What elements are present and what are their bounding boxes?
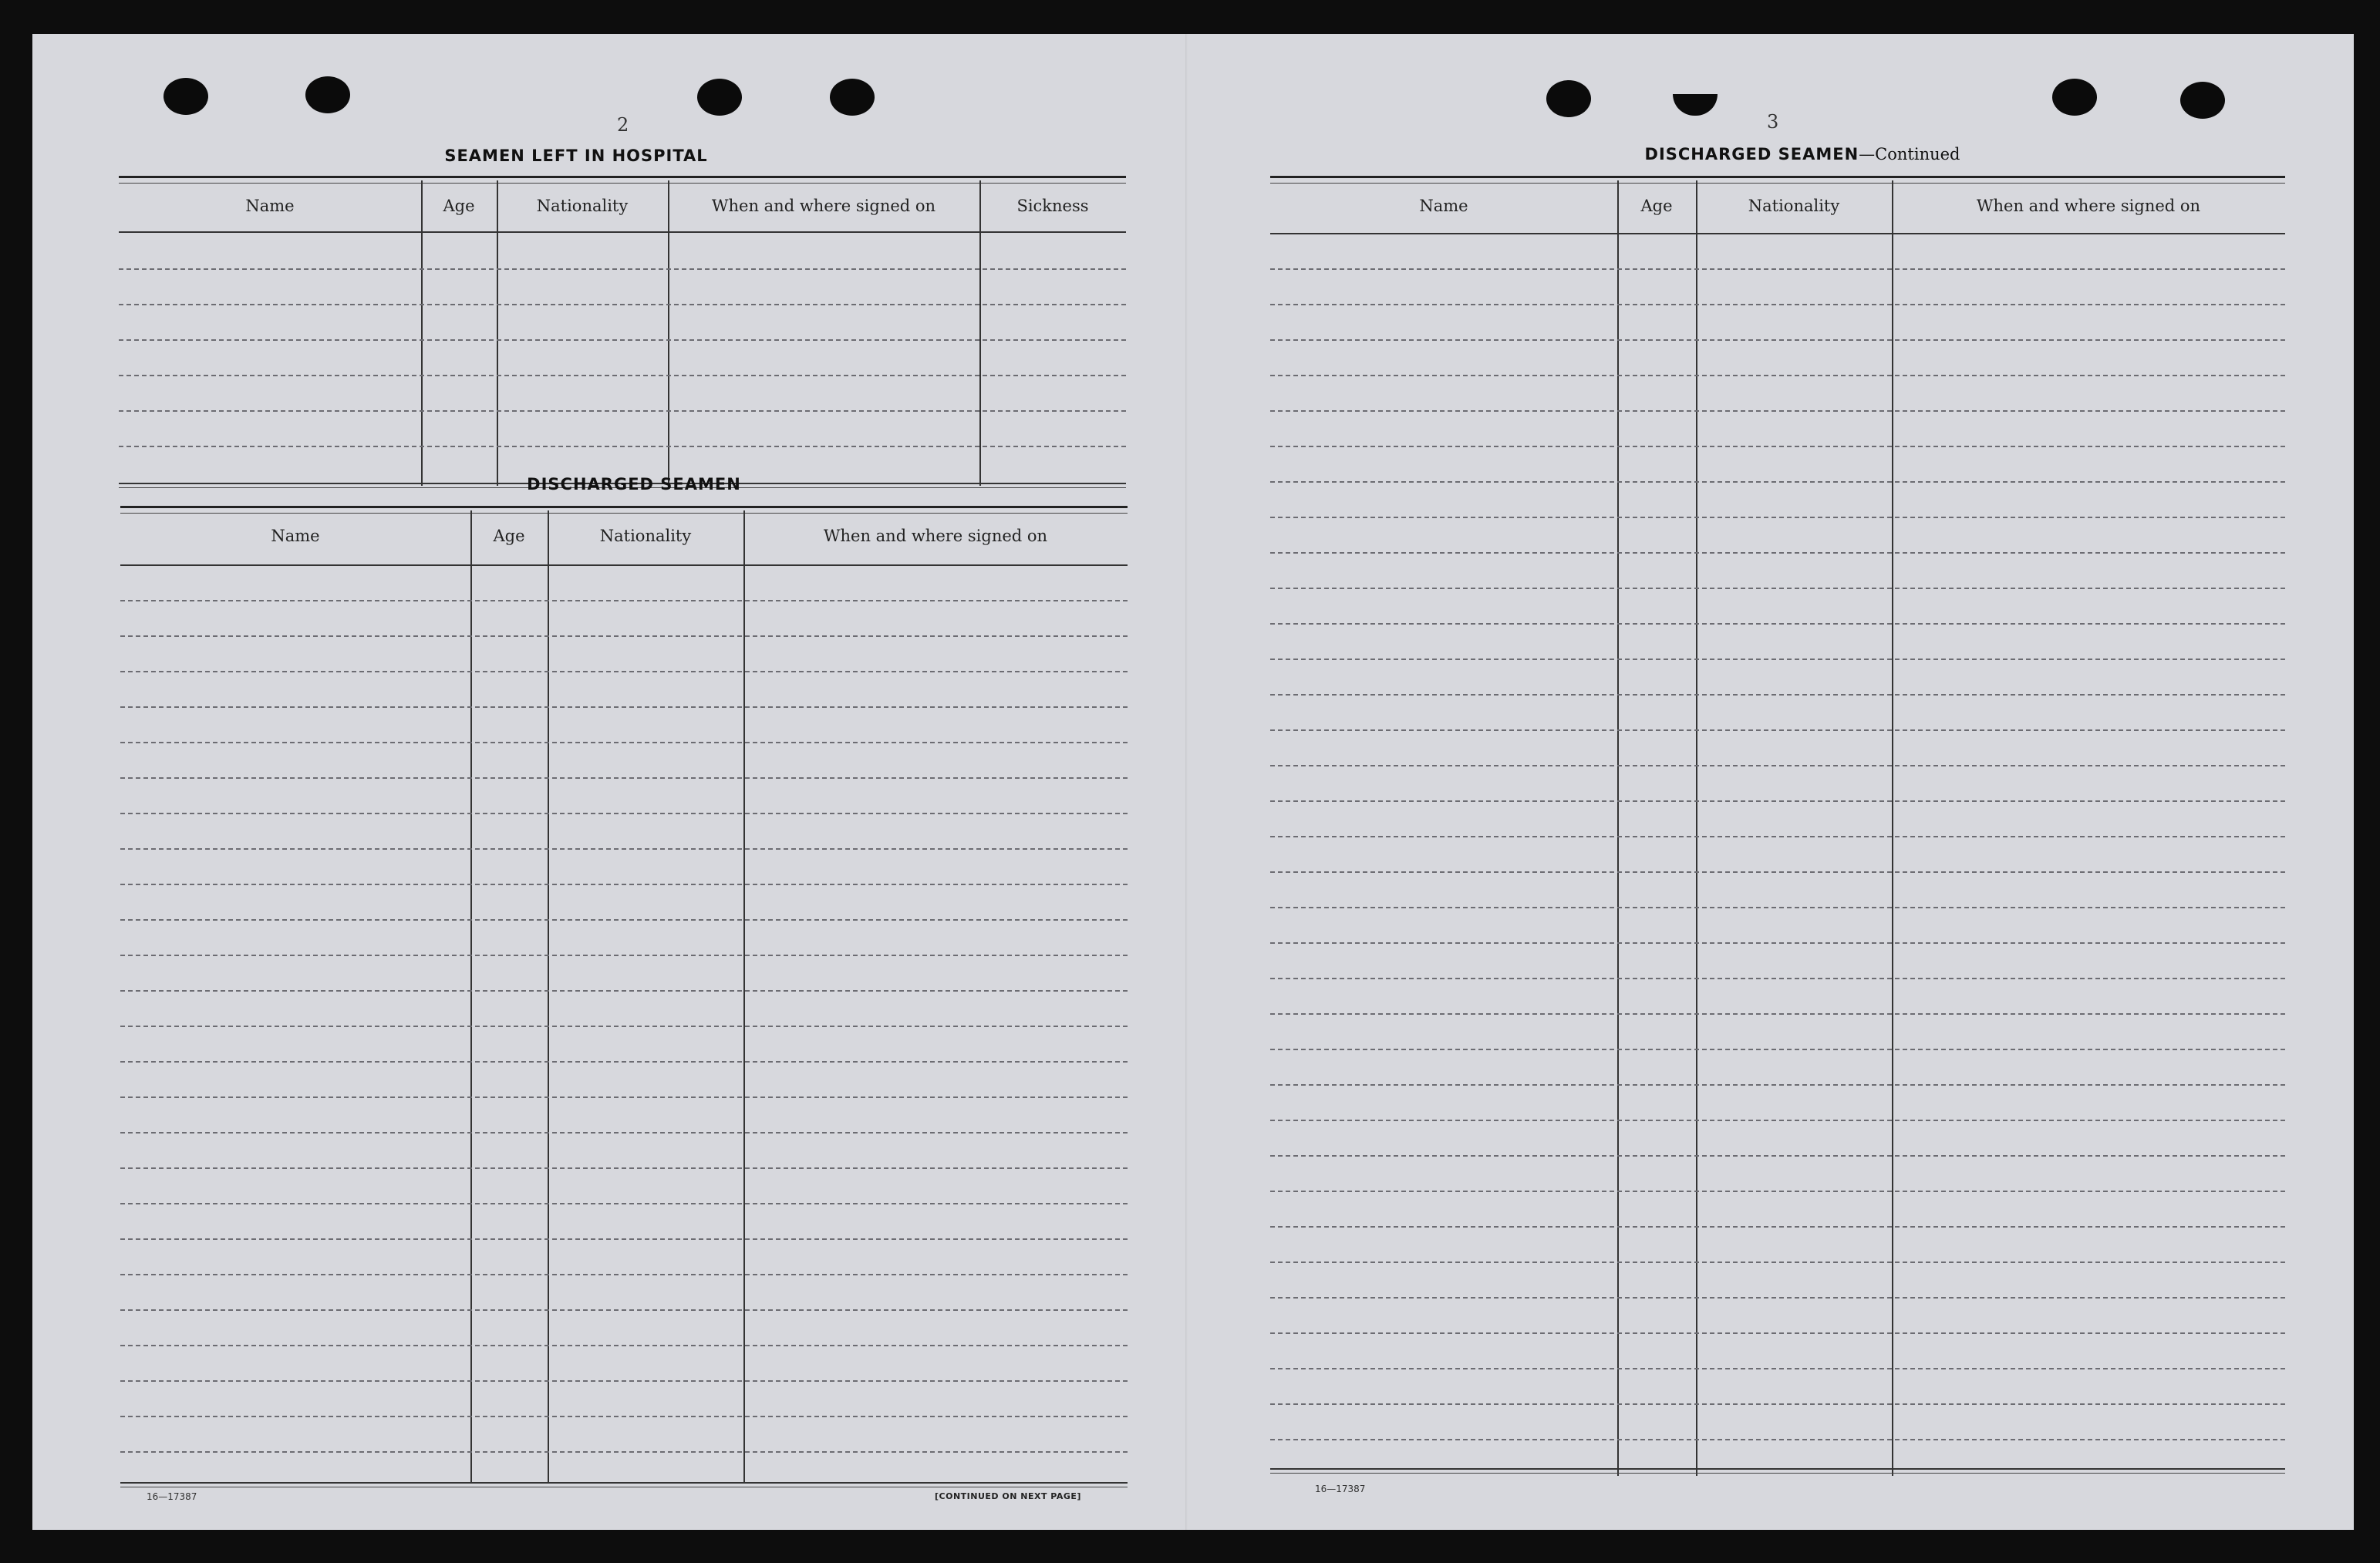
table-row: [120, 1238, 1128, 1240]
col-header-sickness: Sickness: [1016, 197, 1089, 215]
table-row: [1270, 268, 2285, 270]
table-row: [1270, 800, 2285, 802]
table-row: [1270, 588, 2285, 589]
col-header-nationality: Nationality: [1748, 197, 1840, 215]
table-row: [120, 1416, 1128, 1417]
form-code: 16—17387: [1315, 1484, 1366, 1494]
punch-hole: [2052, 79, 2097, 116]
punch-hole: [163, 78, 208, 115]
table-row: [1270, 765, 2285, 766]
punch-hole: [830, 79, 875, 116]
table-row: [120, 955, 1128, 956]
table-row: [1270, 339, 2285, 341]
table-row: [120, 635, 1128, 637]
document-scan: [32, 34, 2354, 1530]
discharged-section-title: DISCHARGED SEAMEN: [527, 475, 741, 493]
punch-hole: [1673, 94, 1718, 116]
table-row: [1270, 1120, 2285, 1121]
continued-note: [CONTINUED ON NEXT PAGE]: [935, 1491, 1081, 1501]
table-row: [1270, 1297, 2285, 1299]
table-row: [1270, 836, 2285, 837]
col-header-name: Name: [245, 197, 295, 215]
punch-hole: [305, 76, 350, 113]
col-header-name: Name: [271, 527, 320, 545]
table-row: [1270, 375, 2285, 376]
table-row: [1270, 907, 2285, 908]
col-header-age: Age: [1640, 197, 1673, 215]
table-row: [120, 1132, 1128, 1134]
table-row: [120, 1061, 1128, 1063]
table-row: [119, 304, 1126, 305]
table-row: [1270, 694, 2285, 696]
discharged-continued-table: [1270, 176, 2285, 1484]
table-row: [120, 1345, 1128, 1346]
col-header-when-where: When and where signed on: [711, 197, 936, 215]
table-row: [1270, 871, 2285, 873]
table-row: [120, 1203, 1128, 1204]
table-row: [1270, 1049, 2285, 1050]
table-row: [1270, 446, 2285, 447]
table-row: [1270, 1262, 2285, 1263]
left-page: [32, 34, 1185, 1530]
table-row: [1270, 1155, 2285, 1157]
hospital-table: [119, 176, 1126, 490]
discharged-continued-title-main: DISCHARGED SEAMEN: [1644, 145, 1859, 163]
form-code: 16—17387: [147, 1491, 197, 1502]
table-row: [119, 339, 1126, 341]
page-number: 2: [617, 114, 629, 136]
table-row: [1270, 1439, 2285, 1440]
table-row: [120, 706, 1128, 708]
table-row: [1270, 1368, 2285, 1369]
table-row: [1270, 1332, 2285, 1334]
table-row: [120, 1096, 1128, 1098]
table-row: [1270, 1084, 2285, 1086]
table-row: [120, 884, 1128, 885]
table-row: [120, 1380, 1128, 1382]
table-row: [1270, 942, 2285, 944]
table-row: [1270, 1226, 2285, 1228]
table-row: [1270, 304, 2285, 305]
col-header-when-where: When and where signed on: [823, 527, 1048, 545]
punch-hole: [697, 79, 742, 116]
col-header-age: Age: [443, 197, 475, 215]
table-row: [1270, 659, 2285, 660]
table-row: [119, 268, 1126, 270]
table-row: [120, 742, 1128, 743]
punch-hole: [1546, 80, 1591, 117]
table-row: [1270, 623, 2285, 625]
table-row: [1270, 729, 2285, 731]
page-number: 3: [1767, 111, 1779, 133]
table-row: [120, 848, 1128, 850]
discharged-continued-title: [1571, 145, 2034, 163]
table-row: [120, 813, 1128, 814]
table-row: [120, 671, 1128, 672]
col-header-nationality: Nationality: [599, 527, 692, 545]
table-row: [1270, 1013, 2285, 1015]
table-row: [120, 600, 1128, 601]
col-header-when-where: When and where signed on: [1976, 197, 2201, 215]
table-row: [120, 1026, 1128, 1027]
table-row: [1270, 1191, 2285, 1192]
punch-hole: [2180, 82, 2225, 119]
table-row: [1270, 517, 2285, 518]
hospital-section-title: SEAMEN LEFT IN HOSPITAL: [444, 147, 708, 165]
table-row: [120, 1167, 1128, 1169]
col-header-nationality: Nationality: [536, 197, 629, 215]
col-header-name: Name: [1419, 197, 1468, 215]
table-row: [1270, 552, 2285, 554]
col-header-age: Age: [493, 527, 525, 545]
table-row: [120, 1274, 1128, 1275]
table-row: [119, 375, 1126, 376]
table-row: [120, 919, 1128, 921]
table-row: [1270, 481, 2285, 483]
table-row: [1270, 410, 2285, 412]
table-row: [119, 410, 1126, 412]
discharged-continued-suffix: —Continued: [1859, 145, 1960, 163]
table-row: [120, 1309, 1128, 1311]
table-row: [120, 990, 1128, 992]
table-row: [1270, 1403, 2285, 1405]
right-page: [1185, 34, 2354, 1530]
table-row: [119, 446, 1126, 447]
table-row: [120, 1451, 1128, 1453]
table-row: [1270, 978, 2285, 979]
table-row: [120, 777, 1128, 779]
discharged-table: [120, 506, 1128, 1488]
